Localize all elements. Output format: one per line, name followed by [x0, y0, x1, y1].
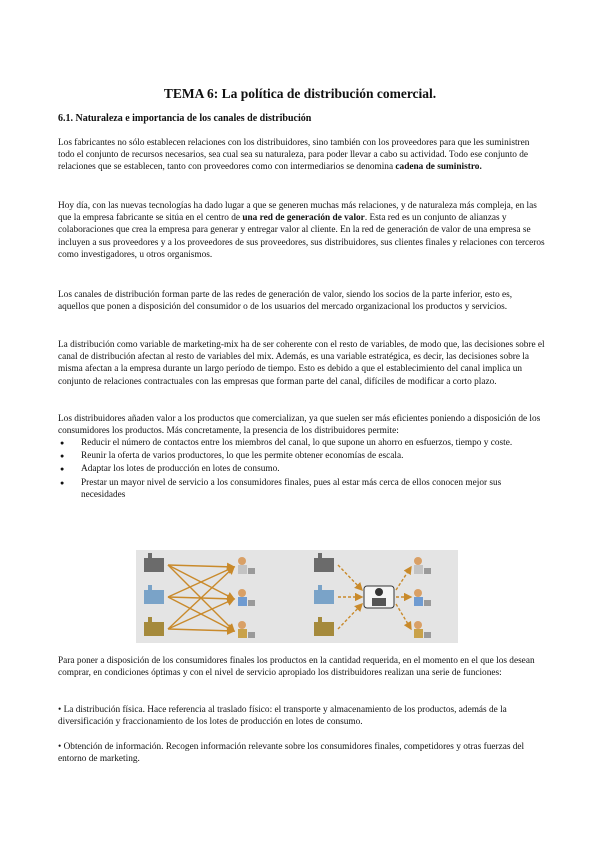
consumer-icon — [238, 557, 255, 574]
list-item: ● Reunir la oferta de varios productores, lo que les permite obtener economías de escala. — [58, 450, 545, 462]
list-item: ● Adaptar los lotes de producción en lotes de consumo. — [58, 463, 545, 475]
factory-icon — [314, 617, 334, 636]
paragraph-value-network: Hoy día, con las nuevas tecnologías ha dado lugar a que se generen muchas más relaciones, y de naturaleza más compleja, en las que la empresa fabricante se sitúa en el centro de una red de generación de valor. Esta red es un conjunto de alianzas y colaboraciones que crea la empresa para generar y entregar valor al cliente. En la red de generación de valor de una empresa se incluyen a sus proveedores y a los proveedores de sus proveedores, sus distribuidores, sus clientes finales y relaciones con terceros como investigadores, u otros organismos. — [58, 201, 545, 260]
paragraph-supply-chain: Los fabricantes no sólo establecen relaciones con los distribuidores, sino también con los proveedores para que les suministren todo el conjunto de recursos necesarios, sea cual sea su naturaleza, para poder llevar a cabo su actividad. Todo ese conjunto de relaciones que se establecen, tanto con proveedores como con intermediarios se denomina cadena de suministro. — [58, 138, 530, 173]
factory-icon — [144, 617, 164, 636]
factory-icon — [144, 553, 164, 572]
consumer-icon — [414, 621, 431, 638]
paragraph-distributors-value: Los distribuidores añaden valor a los productos que comercializan, ya que suelen ser más eficientes poniendo a disposición de los consumidores los productos. Más concretamente, la presencia de los distribuidores permite: — [58, 414, 541, 437]
distribution-diagram — [136, 550, 458, 643]
distributor-icon — [364, 586, 394, 608]
benefits-list — [58, 437, 545, 502]
paragraph-physical-distribution: • La distribución física. Hace referencia al traslado físico: el transporte y almacenamiento de los productos, además de la diversificación y fraccionamiento de los lotes de producción en lotes de consumo. — [58, 705, 507, 728]
consumer-icon — [238, 621, 255, 638]
factory-icon — [144, 585, 164, 604]
paragraph-marketing-mix: La distribución como variable de marketing-mix ha de ser coherente con el resto de variables, de modo que, las decisiones sobre el canal de distribución afectan al resto de variables del mix. Además, es una variable estratégica, es decir, las decisiones sobre la misma afectan a la empresa durante un largo período de tiempo. Esto es debido a que el establecimiento del canal implica un conjunto de relaciones contractuales con las empresas que forman parte del canal, difíciles de modificar a corto plazo. — [58, 340, 545, 387]
paragraph-information: • Obtención de información. Recogen información relevante sobre los consumidores finales, competidores y otras fuerzas del entorno de marketing. — [58, 742, 525, 765]
consumer-icon — [414, 589, 431, 606]
direct-contact-arrows — [168, 565, 234, 631]
factory-icon — [314, 585, 334, 604]
page-title: TEMA 6: La política de distribución comercial. — [163, 86, 437, 101]
list-item: ● Prestar un mayor nivel de servicio a los consumidores finales, pues al estar más cerca de ellos conocen mejor sus necesidades — [58, 477, 545, 501]
paragraph-channels: Los canales de distribución forman parte de las redes de generación de valor, siendo los socios de la parte inferior, esto es, aquellos que ponen a disposición del consumidor o de los usuarios del mercado organizacional los productos y servicios. — [58, 290, 513, 313]
section-heading: 6.1. Naturaleza e importancia de los canales de distribución — [58, 113, 312, 124]
consumer-icon — [414, 557, 431, 574]
consumer-icon — [238, 589, 255, 606]
distribution-diagram-svg — [136, 550, 458, 643]
paragraph-functions: Para poner a disposición de los consumidores finales los productos en la cantidad requerida, en el momento en el que los desean comprar, en condiciones óptimas y con el nivel de servicio apropiado los distribuidores realizan una serie de funciones: — [58, 656, 535, 679]
factory-icon — [314, 553, 334, 572]
list-item: ● Reducir el número de contactos entre los miembros del canal, lo que supone un ahorro en esfuerzos, tiempo y coste. — [58, 437, 545, 449]
